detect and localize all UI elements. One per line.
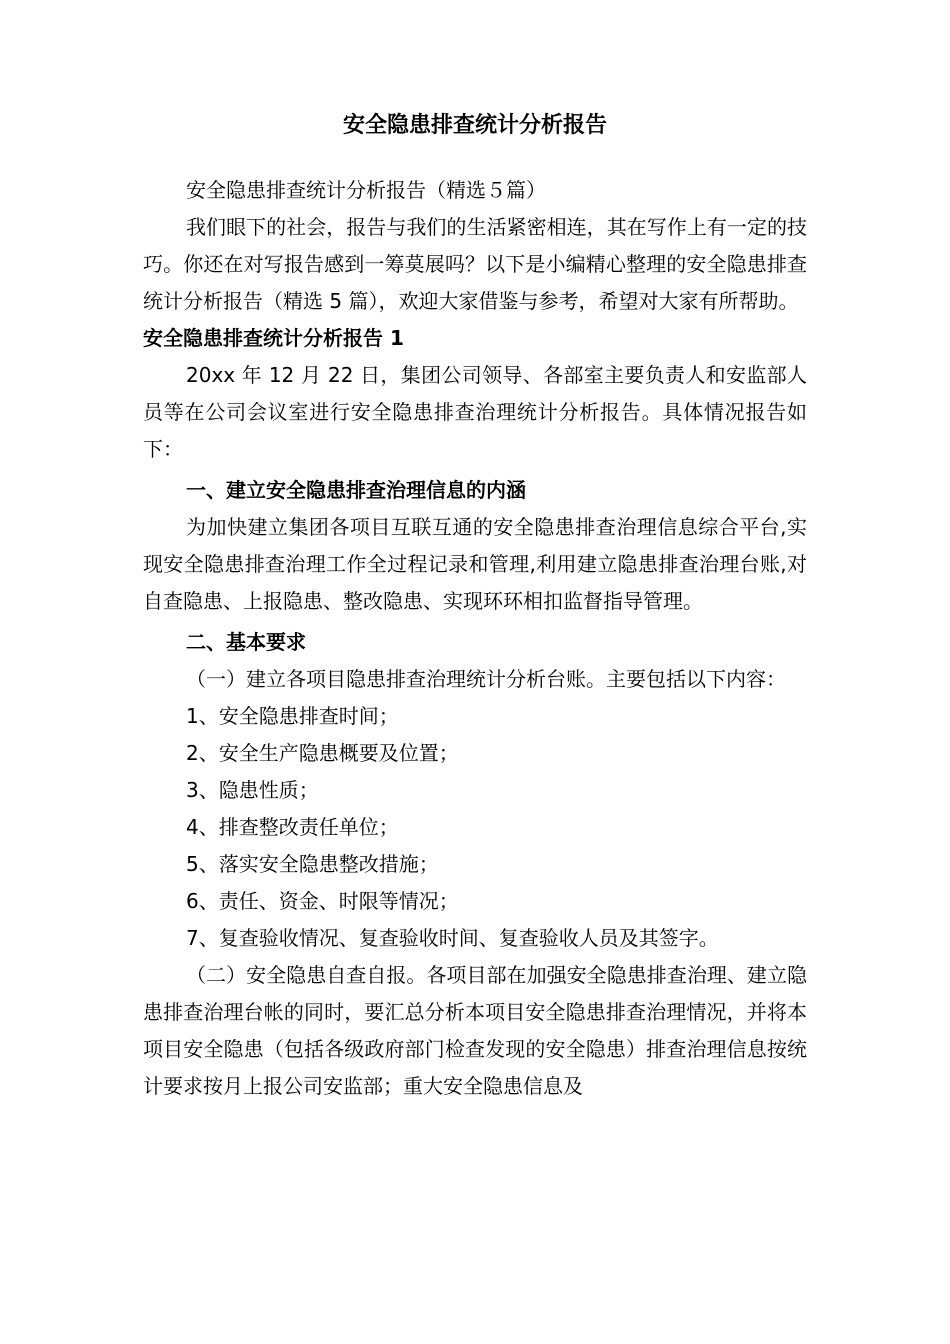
section-heading-report-1: 安全隐患排查统计分析报告 1	[143, 326, 404, 350]
paragraph-ledger: （一）建立各项目隐患排查治理统计分析台账。主要包括以下内容：	[186, 667, 786, 691]
document-title: 安全隐患排查统计分析报告	[342, 113, 607, 138]
section-heading-2: 二、基本要求	[186, 630, 306, 654]
paragraph-self-report: （二）安全隐患自查自报。各项目部在加强安全隐患排查治理、建立隐患排查治理台帐的同时，要汇总分析本项目安全隐患排查治理情况，并将本项目安全隐患（包括各级政府部门检查发现的安全隐患）排查治理信息按统计要求按月上报公司安监部；重大安全隐患信息及	[143, 963, 807, 1098]
paragraph-subtitle: 安全隐患排查统计分析报告（精选５篇）	[186, 178, 546, 202]
document-body	[143, 172, 807, 1105]
list-item: 6、责任、资金、时限等情况；	[186, 889, 459, 913]
list-item: 7、复查验收情况、复查验收时间、复查验收人员及其签字。	[186, 926, 719, 950]
section-heading-1: 一、建立安全隐患排查治理信息的内涵	[186, 478, 526, 502]
list-item: 3、隐患性质；	[186, 778, 319, 802]
list-item: 5、落实安全隐患整改措施；	[186, 852, 439, 876]
paragraph-platform: 为加快建立集团各项目互联互通的安全隐患排查治理信息综合平台,实现安全隐患排查治理工作全过程记录和管理,利用建立隐患排查治理台账,对自查隐患、上报隐患、整改隐患、实现环环相扣监督指导管理。	[143, 515, 807, 613]
list-item: 1、安全隐患排查时间；	[186, 704, 399, 728]
list-item: 4、排查整改责任单位；	[186, 815, 399, 839]
list-item: 2、安全生产隐患概要及位置；	[186, 741, 459, 765]
paragraph-meeting: 20xx 年 12 月 22 日，集团公司领导、各部室主要负责人和安监部人员等在公司会议室进行安全隐患排查治理统计分析报告。具体情况报告如下：	[143, 363, 807, 461]
paragraph-intro: 我们眼下的社会，报告与我们的生活紧密相连，其在写作上有一定的技巧。你还在对写报告感到一筹莫展吗？以下是小编精心整理的安全隐患排查统计分析报告（精选 5 篇），欢迎大家借鉴与参考，希望对大家有所帮助。	[143, 215, 807, 313]
